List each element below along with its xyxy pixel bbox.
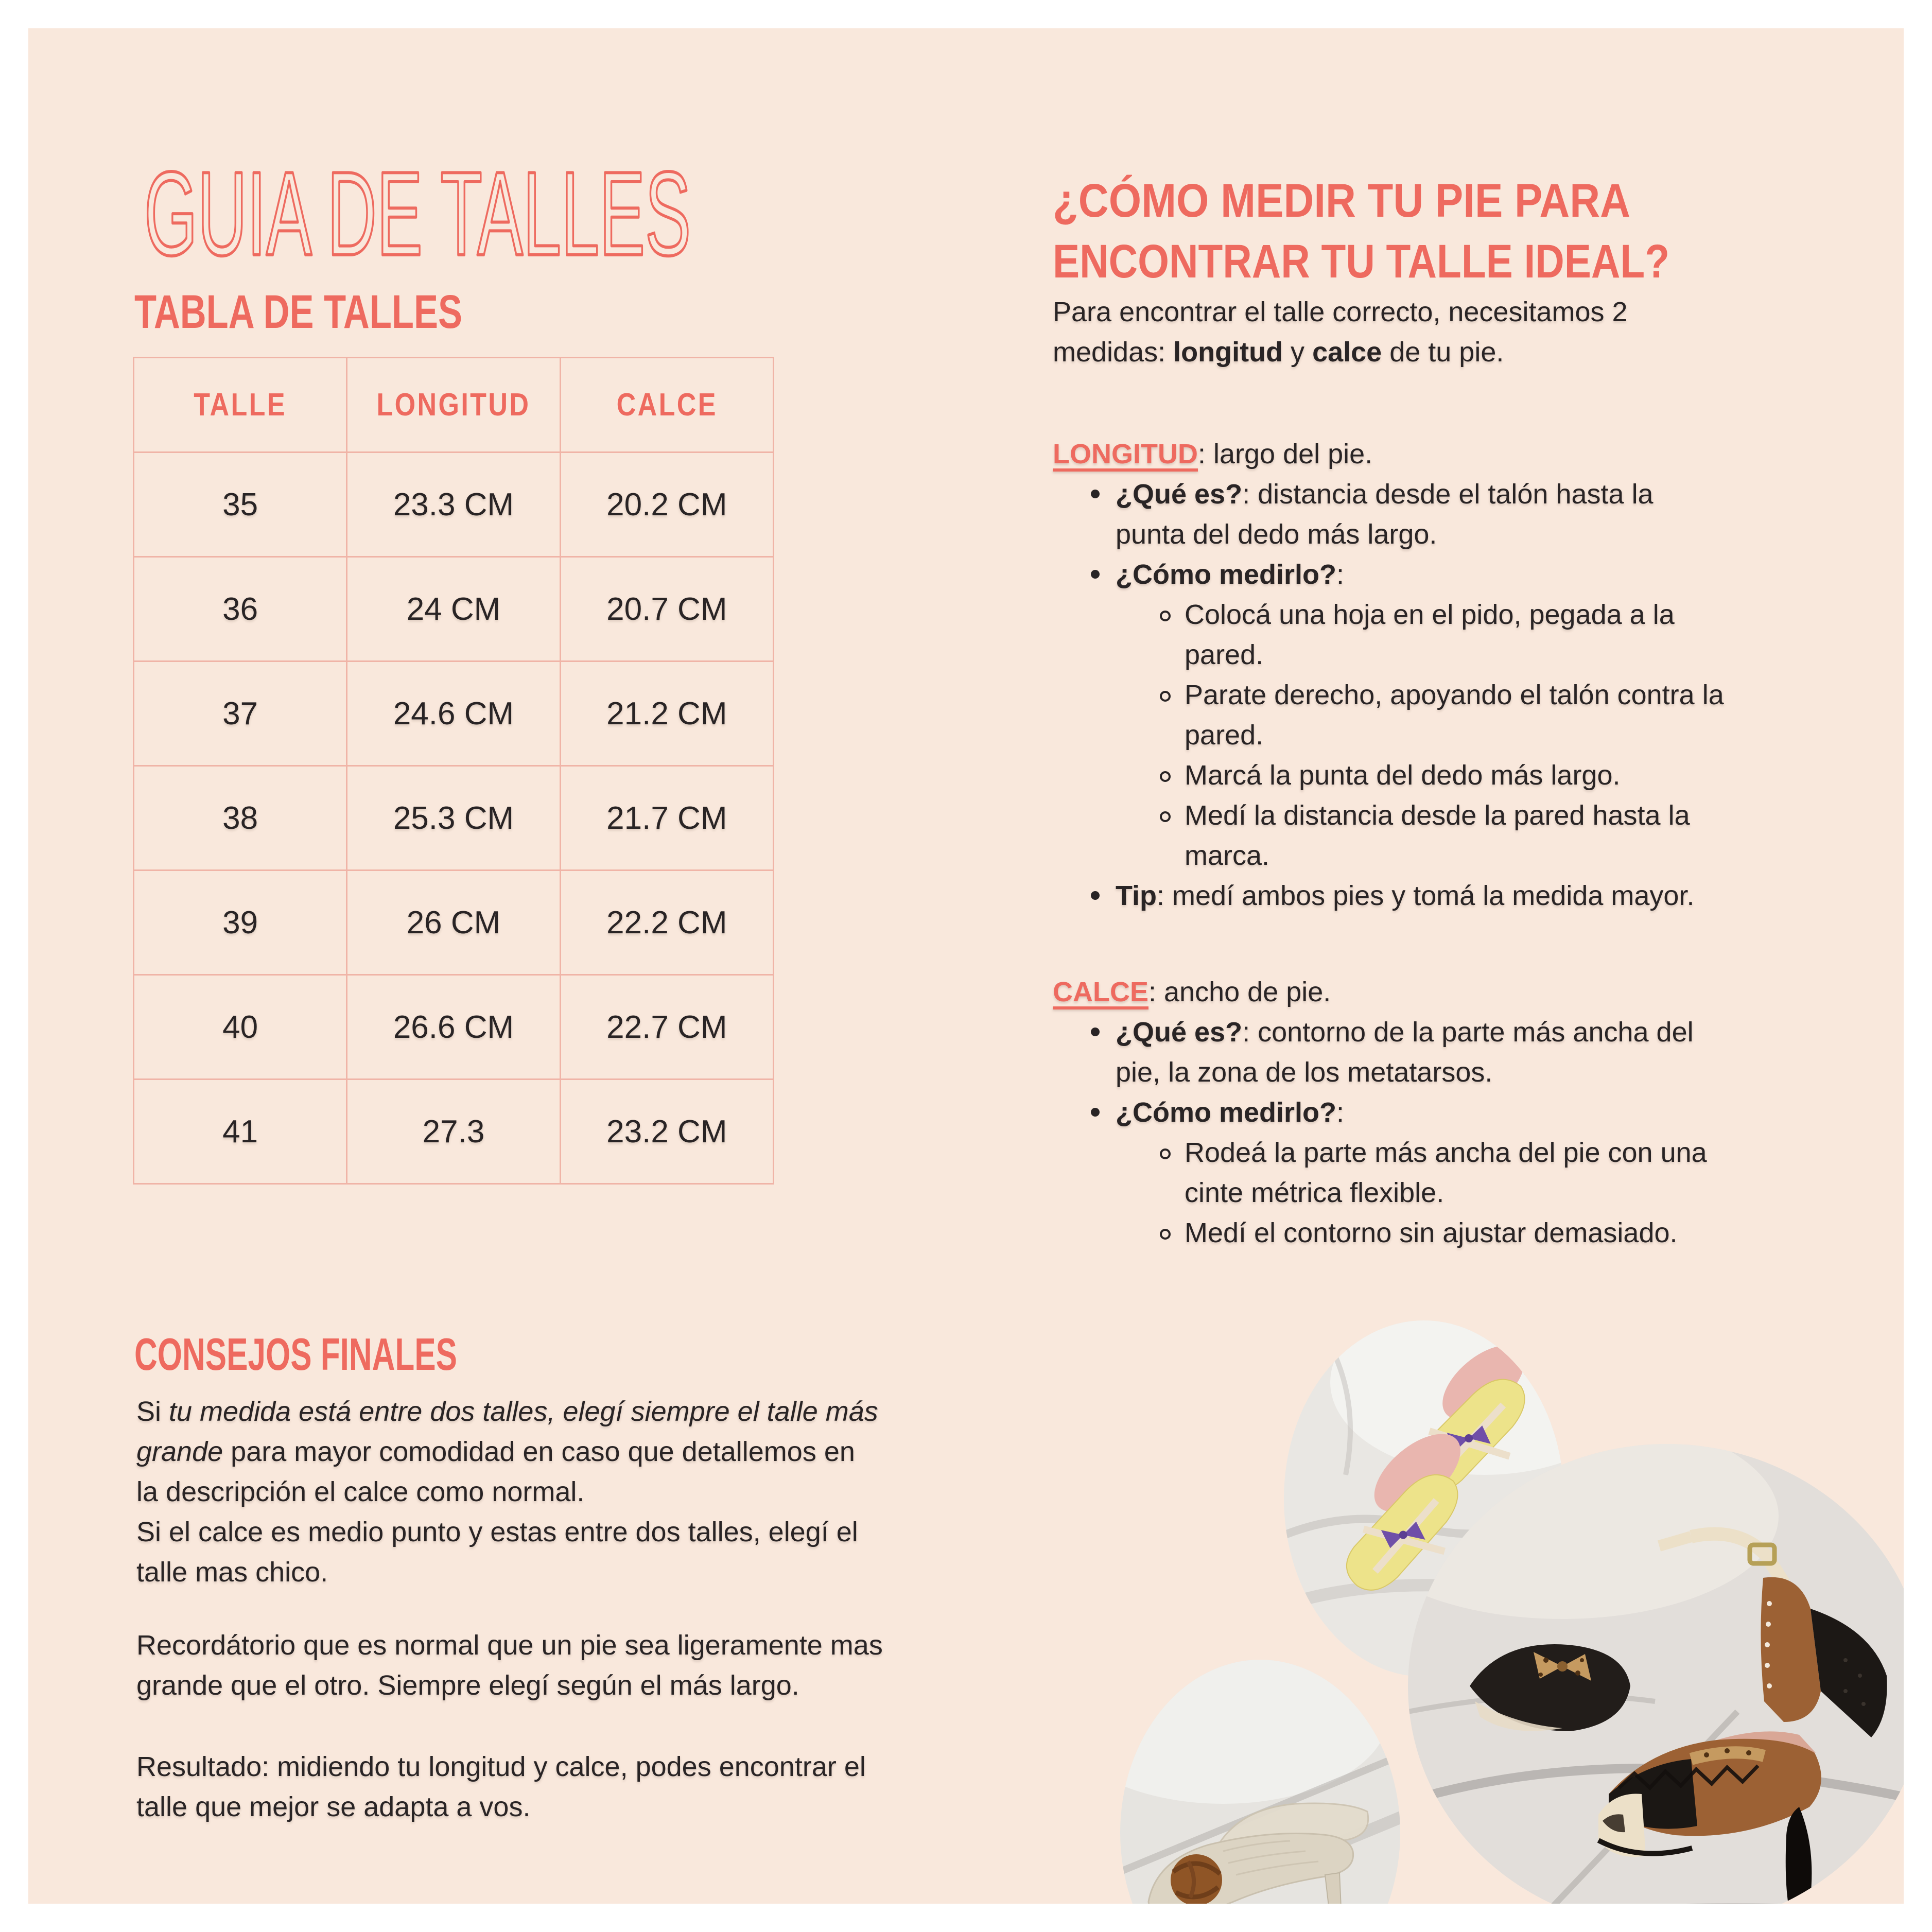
bullet-text: Colocá una hoja en el pido, pegada a la pared.: [1185, 599, 1675, 670]
bullet-dot-icon: [1091, 570, 1100, 579]
table-row: [134, 557, 774, 662]
final-tips-paragraph-1: Si tu medida está entre dos talles, elegí siempre el talle más grande para mayor comodidad en caso que detallemos en la descripción el calce como normal. Si el calce es medio punto y estas entre dos talles, elegí el talle mas chico.: [136, 1396, 878, 1588]
photo-cream-shoes: [1120, 1660, 1400, 1904]
bullet-text: Marcá la punta del dedo más largo.: [1185, 760, 1621, 791]
svg-text:ENCONTRAR TU TALLE IDEAL?: ENCONTRAR TU TALLE IDEAL?: [1053, 235, 1669, 288]
table-cell: 27.3: [347, 1080, 560, 1184]
size-table: [133, 357, 774, 1185]
table-cell: 23.2 CM: [560, 1080, 773, 1184]
page-title: [144, 147, 762, 281]
bullet-dot-icon: [1091, 490, 1100, 498]
bullet-text: Medí la distancia desde la pared hasta la marca.: [1185, 800, 1690, 871]
bullet-text: Parate derecho, apoyando el talón contra la pared.: [1185, 680, 1724, 751]
table-cell: 37: [134, 662, 347, 766]
bullet-ring-icon: [1160, 1148, 1171, 1159]
bullet-item: [1053, 755, 1866, 795]
table-row: [134, 662, 774, 766]
how-to-intro: Para encontrar el talle correcto, necesitamos 2 medidas: longitud y calce de tu pie.: [1053, 297, 1628, 368]
column-header-calce: [560, 358, 773, 452]
table-cell: 20.7 CM: [560, 557, 773, 662]
size-table-heading: [134, 287, 526, 343]
bullet-ring-icon: [1160, 1229, 1171, 1240]
table-cell: 39: [134, 871, 347, 975]
table-row: [134, 766, 774, 871]
bullet-item: [1053, 1012, 1866, 1092]
table-row: [134, 1080, 774, 1184]
table-row: [134, 871, 774, 975]
bullet-text: Medí el contorno sin ajustar demasiado.: [1185, 1217, 1678, 1248]
table-cell: 26.6 CM: [347, 975, 560, 1080]
bullet-item: [1053, 474, 1866, 554]
bullet-ring-icon: [1160, 811, 1171, 822]
bullet-dot-icon: [1091, 891, 1100, 900]
table-cell: 35: [134, 452, 347, 557]
table-cell: 21.2 CM: [560, 662, 773, 766]
table-cell: 24.6 CM: [347, 662, 560, 766]
bullet-item: [1053, 876, 1866, 916]
table-cell: 26 CM: [347, 871, 560, 975]
photo-tango-shoes: [1408, 1444, 1904, 1904]
table-cell: 24 CM: [347, 557, 560, 662]
bullet-item: [1053, 675, 1866, 755]
bullet-dot-icon: [1091, 1028, 1100, 1036]
table-cell: 20.2 CM: [560, 452, 773, 557]
bullet-text: Rodeá la parte más ancha del pie con una cinte métrica flexible.: [1185, 1137, 1707, 1208]
final-tips-paragraph-2: Recordátorio que es normal que un pie sea ligeramente mas grande que el otro. Siempre elegí según el más largo.: [136, 1630, 883, 1701]
final-tips-paragraph-3: Resultado: midiendo tu longitud y calce, podes encontrar el talle que mejor se adapta a vos.: [136, 1751, 866, 1822]
bullet-dot-icon: [1091, 1108, 1100, 1117]
table-row: [134, 452, 774, 557]
table-cell: 22.7 CM: [560, 975, 773, 1080]
page-panel: [28, 28, 1904, 1904]
table-cell: 22.2 CM: [560, 871, 773, 975]
svg-text:GUIA DE TALLES: GUIA DE TALLES: [144, 147, 691, 281]
table-cell: 40: [134, 975, 347, 1080]
bullet-text: ¿Cómo medirlo?:: [1116, 559, 1345, 590]
table-row: [134, 975, 774, 1080]
column-header-talle: [134, 358, 347, 452]
svg-text:¿CÓMO MEDIR TU PIE PARA: ¿CÓMO MEDIR TU PIE PARA: [1053, 175, 1704, 227]
svg-text:TABLA DE TALLES: TABLA DE TALLES: [134, 286, 462, 338]
table-cell: 25.3 CM: [347, 766, 560, 871]
column-header-label: LONGITUD: [376, 387, 531, 423]
bullet-item: [1053, 1092, 1866, 1133]
bullet-text: ¿Qué es?: contorno de la parte más ancha del pie, la zona de los metatarsos.: [1116, 1017, 1694, 1088]
table-header-row: [134, 358, 774, 452]
calce-section: [1053, 972, 1866, 1253]
bullet-item: [1053, 1213, 1866, 1253]
bullet-item: [1053, 795, 1866, 876]
table-cell: 21.7 CM: [560, 766, 773, 871]
table-cell: 41: [134, 1080, 347, 1184]
bullet-ring-icon: [1160, 691, 1171, 702]
longitud-section: [1053, 434, 1866, 916]
final-tips-heading: [134, 1330, 526, 1384]
table-cell: 23.3 CM: [347, 452, 560, 557]
table-cell: 38: [134, 766, 347, 871]
bullet-ring-icon: [1160, 611, 1171, 621]
table-cell: 36: [134, 557, 347, 662]
calce-lead: CALCE: ancho de pie.: [1053, 977, 1331, 1007]
bullet-text: Tip: medí ambos pies y tomá la medida mayor.: [1116, 880, 1695, 911]
longitud-lead: LONGITUD: largo del pie.: [1053, 439, 1373, 469]
bullet-item: [1053, 595, 1866, 675]
bullet-ring-icon: [1160, 771, 1171, 782]
bullet-item: [1053, 554, 1866, 595]
svg-text:CONSEJOS FINALES: CONSEJOS FINALES: [134, 1329, 457, 1380]
bullet-item: [1053, 1133, 1866, 1213]
bullet-text: ¿Cómo medirlo?:: [1116, 1097, 1345, 1128]
column-header-longitud: [347, 358, 560, 452]
column-header-label: CALCE: [616, 387, 718, 423]
bullet-text: ¿Qué es?: distancia desde el talón hasta la punta del dedo más largo.: [1116, 479, 1653, 550]
column-header-label: TALLE: [194, 387, 287, 423]
